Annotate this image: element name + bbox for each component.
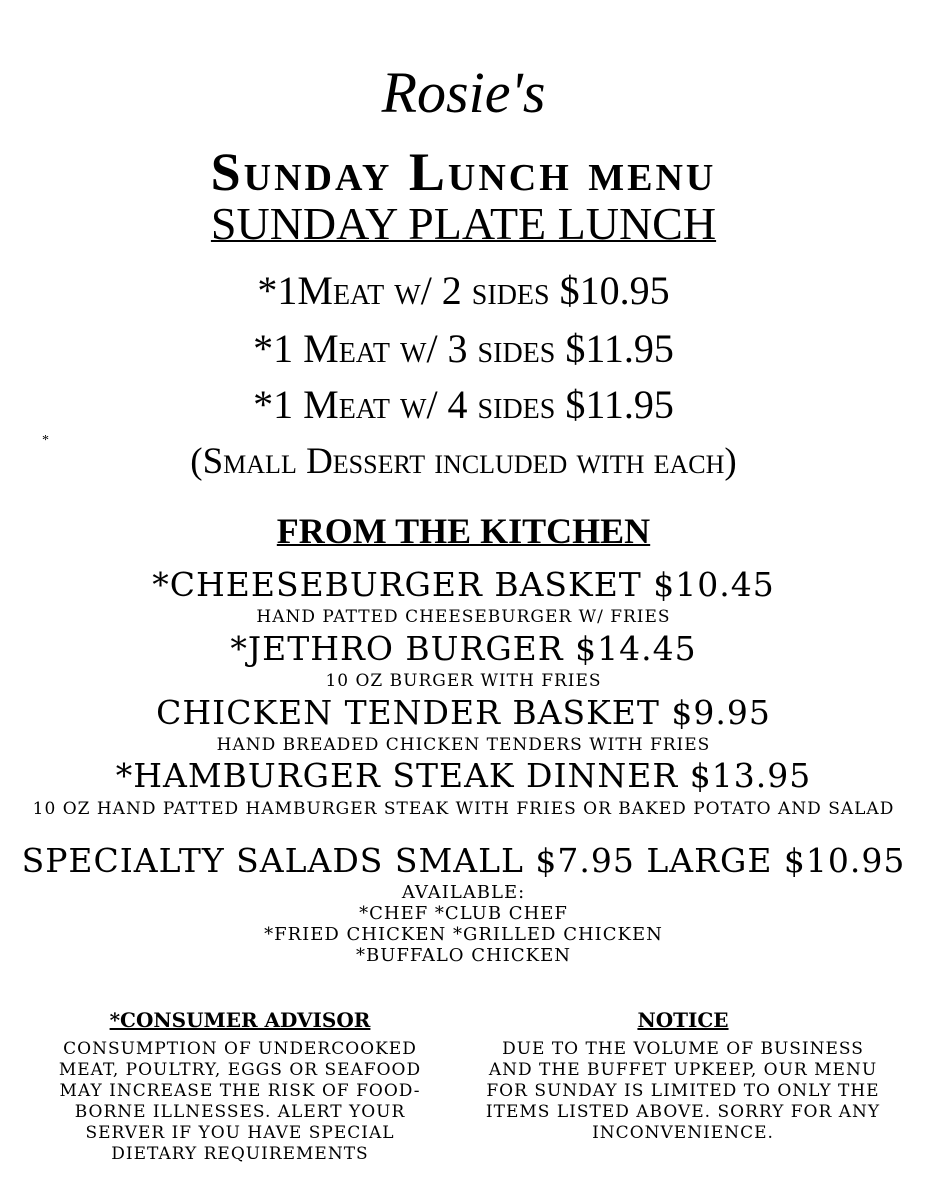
plate-lunch-heading: SUNDAY PLATE LUNCH: [210, 198, 717, 249]
consumer-advisory: [40, 1007, 440, 1165]
plate-option-2-sides: *1Meat w/ 2 sides $10.95: [257, 268, 670, 313]
menu-item-description: HAND BREADED CHICKEN TENDERS WITH FRIES: [216, 735, 711, 755]
menu-item-name: *CHEESEBURGER BASKET $10.45: [152, 565, 775, 604]
kitchen-heading: FROM THE KITCHEN: [276, 511, 651, 551]
menu-title: Sunday Lunch menu: [210, 142, 717, 202]
menu-item-name: CHICKEN TENDER BASKET $9.95: [156, 693, 771, 732]
menu-item-description: 10 OZ HAND PATTED HAMBURGER STEAK WITH FRIES OR BAKED POTATO AND SALAD: [32, 799, 895, 819]
list-item: *CHEF *CLUB CHEF: [359, 903, 568, 924]
restaurant-name: Rosie's: [381, 60, 546, 125]
list-item: *FRIED CHICKEN *GRILLED CHICKEN: [264, 924, 663, 945]
advisory-body: CONSUMPTION OF UNDERCOOKED MEAT, POULTRY, EGGS OR SEAFOOD MAY INCREASE THE RISK OF FOOD-BORNE ILLNESSES. ALERT YOUR SERVER IF YOU HAVE SPECIAL DIETARY REQUIREMENTS: [58, 1039, 422, 1164]
notice-heading: NOTICE: [637, 1008, 729, 1032]
advisory-heading: *CONSUMER ADVISOR: [109, 1008, 371, 1032]
stray-asterisk: *: [42, 433, 49, 448]
notice-body: DUE TO THE VOLUME OF BUSINESS AND THE BUFFET UPKEEP, OUR MENU FOR SUNDAY IS LIMITED TO ONLY THE ITEMS LISTED ABOVE. SORRY FOR ANY INCONVENIENCE.: [485, 1039, 881, 1143]
plate-option-4-sides: *1 Meat w/ 4 sides $11.95: [253, 382, 674, 427]
salads-heading: SPECIALTY SALADS SMALL $7.95 LARGE $10.95: [21, 841, 906, 880]
menu-item-name: *HAMBURGER STEAK DINNER $13.95: [115, 756, 812, 795]
plate-option-3-sides: *1 Meat w/ 3 sides $11.95: [253, 326, 674, 371]
salads-available-list: [0, 882, 927, 966]
menu-item-description: HAND PATTED CHEESEBURGER W/ FRIES: [256, 607, 671, 627]
menu-item-name: *JETHRO BURGER $14.45: [230, 629, 697, 668]
list-item: AVAILABLE:: [401, 882, 526, 903]
menu-item-description: 10 OZ BURGER WITH FRIES: [325, 671, 602, 691]
list-item: *BUFFALO CHICKEN: [356, 945, 571, 966]
dessert-note: (Small Dessert included with each): [190, 441, 737, 482]
notice: [478, 1007, 888, 1144]
